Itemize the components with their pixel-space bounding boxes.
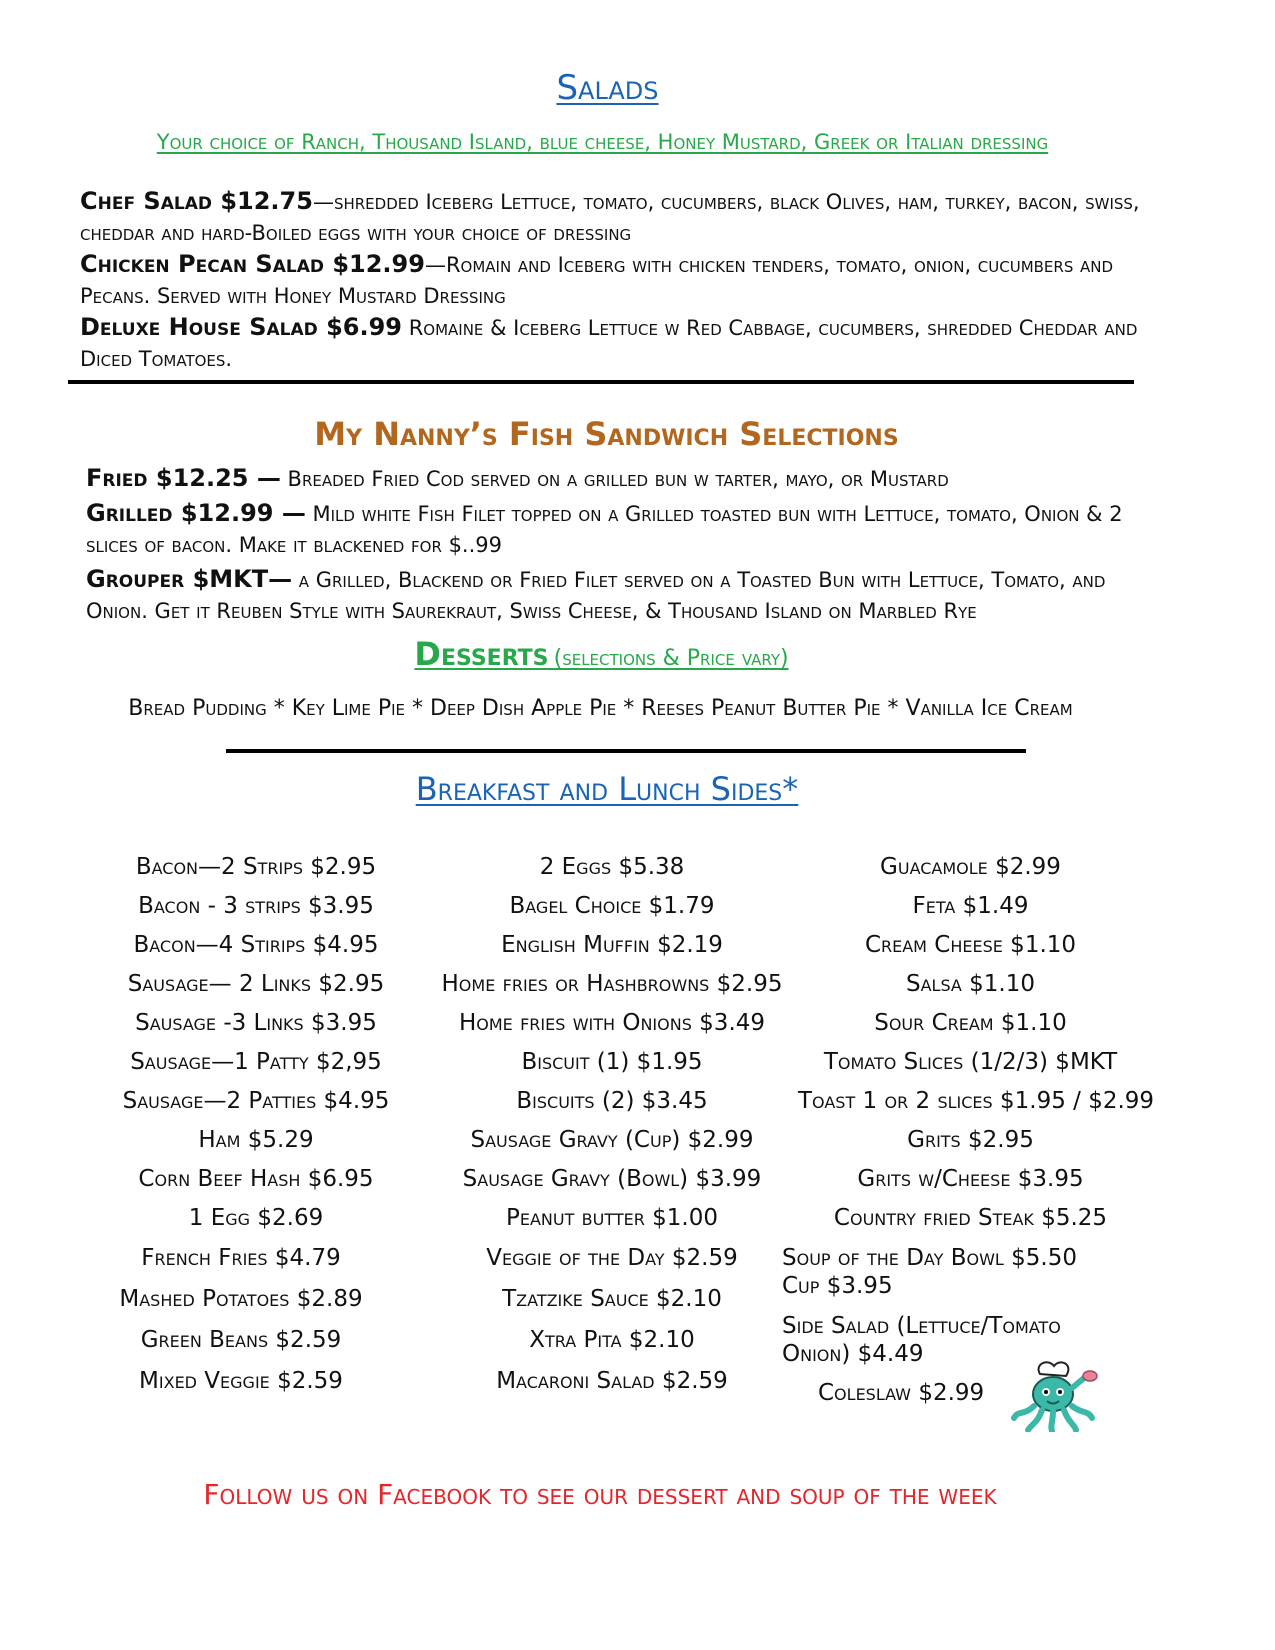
sides-column-2 [432,848,792,1238]
list-item: Tzatzike Sauce $2.10 [502,1286,722,1312]
divider [68,380,1134,384]
sides-column-1-lower [96,1238,386,1402]
chef-octopus-icon [1010,1360,1100,1432]
list-item: Bagel Choice $1.79 [509,893,715,919]
list-item: Grits $2.95 [907,1127,1034,1153]
list-item: Cream Cheese $1.10 [864,932,1077,958]
list-item: Home fries or Hashbrowns $2.95 [441,971,783,997]
sides-column-3 [798,848,1155,1238]
desserts-subtitle: (selections & Price vary) [553,646,789,671]
salads-list [80,186,1140,375]
list-item: Sausage— 2 Links $2.95 [127,971,385,997]
salad-item-chef: Chef Salad $12.75—shredded Iceberg Lettuce, tomato, cucumbers, black Olives, ham, turkey, bacon, swiss, cheddar and hard-Boiled eggs with your choice of dressing [80,187,1140,245]
side-salad: Side Salad (Lettuce/Tomato [782,1313,1061,1339]
list-item: Biscuits (2) $3.45 [516,1088,708,1114]
salad-item-deluxe-house: Deluxe House Salad $6.99 Romaine & Iceberg Lettuce w Red Cabbage, cucumbers, shredded Cheddar and Diced Tomatoes. [80,313,1138,371]
list-item: Tomato Slices (1/2/3) $MKT [823,1049,1118,1075]
list-item: Home fries with Onions $3.49 [458,1010,766,1036]
list-item: Sausage—2 Patties $4.95 [122,1088,390,1114]
coleslaw-item: Coleslaw $2.99 [818,1380,985,1406]
list-item: 1 Egg $2.69 [188,1205,324,1231]
list-item: Sour Cream $1.10 [874,1010,1067,1036]
list-item: Mixed Veggie $2.59 [139,1368,343,1394]
list-item: French Fries $4.79 [141,1245,341,1271]
sides-column-2-lower [452,1238,772,1402]
list-item: Sausage—1 Patty $2,95 [130,1049,382,1075]
list-item: Peanut butter $1.00 [505,1205,719,1231]
desserts-title [0,635,1203,673]
list-item: Toast 1 or 2 slices $1.95 / $2.99 [798,1088,1155,1114]
list-item: Green Beans $2.59 [140,1327,342,1353]
fish-item-grouper: Grouper $MKT— a Grilled, Blackend or Fried Filet served on a Toasted Bun with Lettuce, Tomato, and Onion. Get it Reuben Style with Saurekraut, Swiss Cheese, & Thousand Island on Marbled Rye [86,565,1106,623]
list-item: Veggie of the Day $2.59 [486,1245,738,1271]
salads-title: Salads [556,68,659,108]
list-item: Xtra Pita $2.10 [529,1327,695,1353]
sides-title: Breakfast and Lunch Sides* [415,770,799,808]
fish-item-fried: Fried $12.25 — Breaded Fried Cod served on a grilled bun w tarter, mayo, or Mustard [86,464,949,492]
soup-of-the-day: Soup of the Day Bowl $5.50 [782,1245,1077,1271]
fish-list [86,463,1136,627]
fish-title: My Nanny’s Fish Sandwich Selections [314,415,899,453]
fish-item-grilled: Grilled $12.99 — Mild white Fish Filet topped on a Grilled toasted bun with Lettuce, tomato, Onion & 2 slices of bacon. Make it blackened for $..99 [86,499,1123,557]
list-item: English Muffin $2.19 [501,932,723,958]
list-item: Macaroni Salad $2.59 [496,1368,728,1394]
list-item: Bacon—4 Stirips $4.95 [133,932,379,958]
list-item: Bacon - 3 strips $3.95 [138,893,374,919]
list-item: Biscuit (1) $1.95 [521,1049,703,1075]
list-item: Sausage -3 Links $3.95 [135,1010,377,1036]
list-item: Sausage Gravy (Bowl) $3.99 [462,1166,762,1192]
side-salad-price: Onion) $4.49 [782,1341,924,1367]
footer-note: Follow us on Facebook to see our dessert and soup of the week [203,1478,997,1511]
desserts-list: Bread Pudding * Key Lime Pie * Deep Dish Apple Pie * Reeses Peanut Butter Pie * Vanilla Ice Cream [128,696,1073,721]
dressing-options: Your choice of Ranch, Thousand Island, blue cheese, Honey Mustard, Greek or Italian dressing [156,130,1049,154]
divider [226,749,1026,753]
list-item: 2 Eggs $5.38 [539,854,685,880]
list-item: Corn Beef Hash $6.95 [138,1166,374,1192]
sides-column-1 [96,848,416,1238]
list-item: Grits w/Cheese $3.95 [857,1166,1084,1192]
desserts-heading: Desserts [414,635,549,673]
salad-item-chicken-pecan: Chicken Pecan Salad $12.99—Romain and Iceberg with chicken tenders, tomato, onion, cucumbers and Pecans. Served with Honey Mustard Dressing [80,250,1114,308]
list-item: Ham $5.29 [198,1127,314,1153]
soup-cup: Cup $3.95 [782,1273,893,1299]
sides-column-3-lower [782,1244,1102,1368]
list-item: Sausage Gravy (Cup) $2.99 [470,1127,754,1153]
list-item: Feta $1.49 [912,893,1029,919]
list-item: Country fried Steak $5.25 [833,1205,1108,1231]
list-item: Bacon—2 Strips $2.95 [135,854,377,880]
list-item: Guacamole $2.99 [880,854,1061,880]
list-item: Salsa $1.10 [905,971,1035,997]
list-item: Mashed Potatoes $2.89 [119,1286,363,1312]
